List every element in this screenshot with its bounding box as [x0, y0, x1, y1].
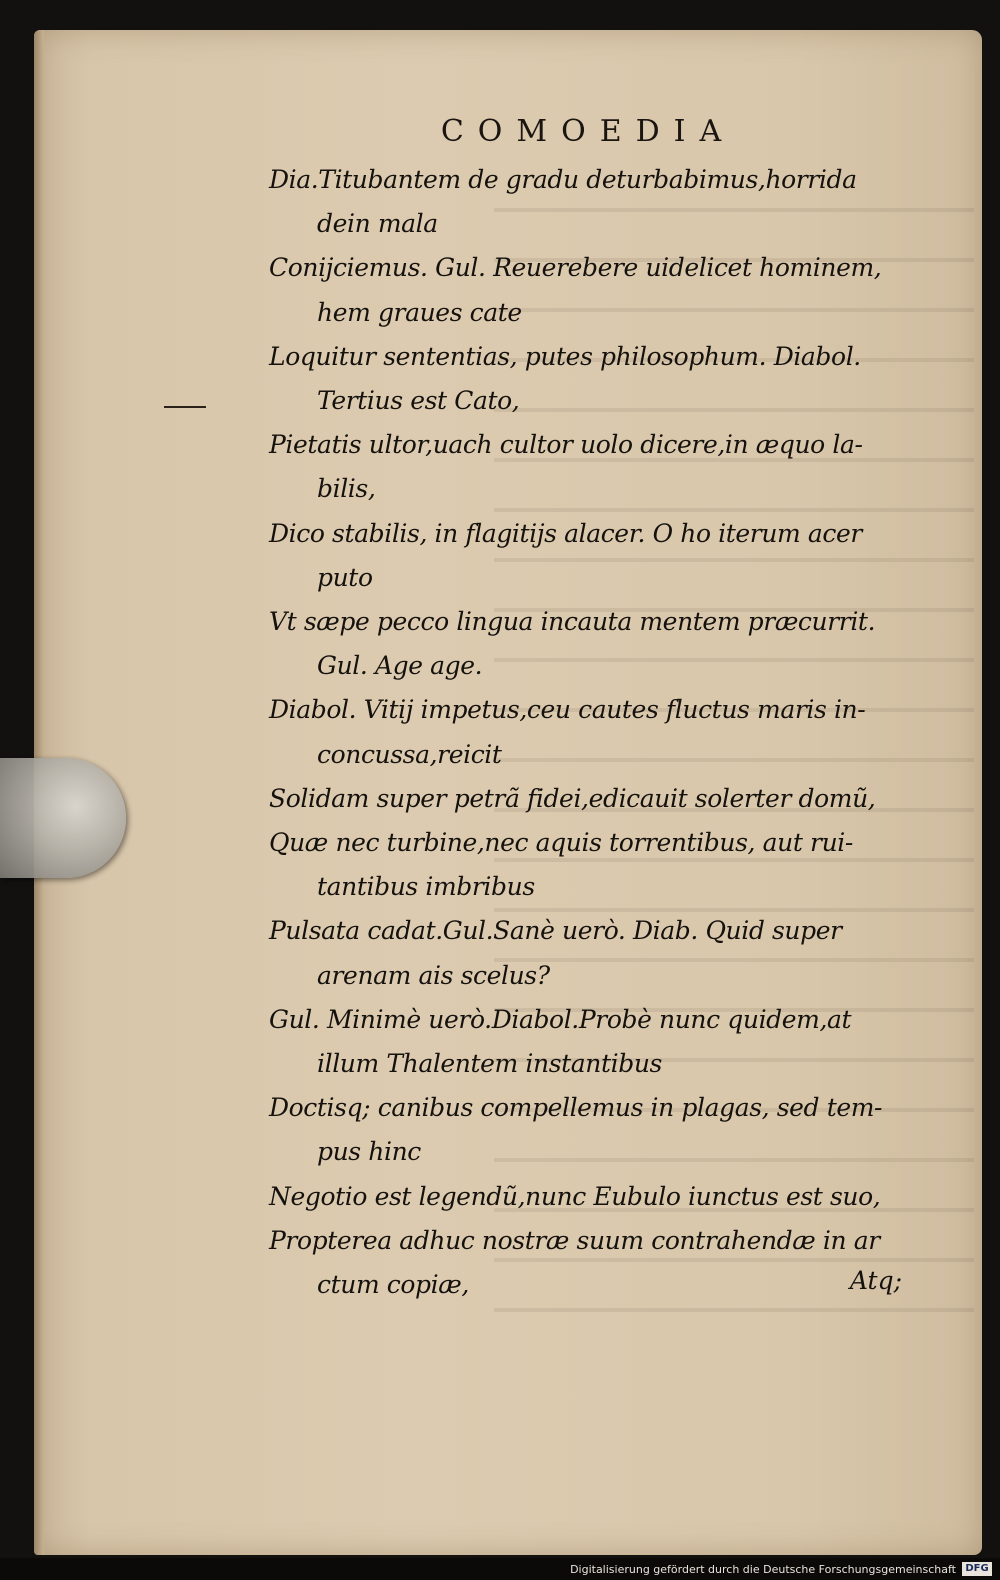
text-line: concussa,reicit [317, 739, 502, 769]
text-line: Vt sæpe pecco lingua incauta mentem præcurrit. [269, 607, 876, 637]
footer-credit: Digitalisierung gefördert durch die Deutsche Forschungsgemeinschaft [570, 1563, 956, 1576]
text-line: Doctisq; canibus compellemus in plagas, sed tem- [269, 1093, 883, 1123]
text-block [269, 158, 959, 1307]
text-line: Propterea adhuc nostræ suum contrahendæ in ar [269, 1225, 880, 1255]
text-line: illum Thalentem instantibus [317, 1049, 662, 1079]
text-line: arenam ais scelus? [317, 960, 550, 990]
text-line: Quæ nec turbine,nec aquis torrentibus, aut rui- [269, 828, 853, 858]
book-page [34, 30, 982, 1555]
text-line: Dia.Titubantem de gradu deturbabimus,horrida [269, 165, 857, 194]
dfg-logo-icon: DFG [962, 1562, 992, 1576]
page-clip [0, 758, 126, 878]
footer-bar [0, 1558, 1000, 1580]
text-line: Dico stabilis, in flagitijs alacer. O ho iterum acer [269, 518, 862, 548]
text-line: Pulsata cadat.Gul.Sanè uerò. Diab. Quid super [269, 916, 842, 946]
text-line: tantibus imbribus [317, 872, 535, 902]
catchword: Atq; [849, 1266, 902, 1295]
text-line: hem graues cate [317, 297, 522, 327]
text-line: Tertius est Cato, [317, 386, 520, 416]
running-head: COMOEDIA [440, 114, 736, 149]
text-line: Gul. Minimè uerò.Diabol.Probè nunc quidem,at [269, 1004, 852, 1034]
text-line: Loquitur sententias, putes philosophum. Diabol. [269, 341, 861, 371]
text-line: Negotio est legendũ,nunc Eubulo iunctus est suo, [269, 1181, 881, 1211]
text-line: ctum copiæ, [317, 1270, 469, 1300]
text-line: dein mala [317, 209, 438, 239]
margin-rule [164, 406, 206, 408]
text-line: Diabol. Vitij impetus,ceu cautes fluctus maris in- [269, 695, 866, 725]
text-line: puto [317, 562, 373, 592]
text-line: pus hinc [317, 1137, 421, 1167]
text-line: bilis, [317, 474, 376, 504]
text-line: Solidam super petrã fidei,edicauit solerter domũ, [269, 783, 876, 813]
text-line: Gul. Age age. [317, 651, 483, 681]
text-line: Pietatis ultor,uach cultor uolo dicere,in æquo la- [269, 430, 863, 460]
text-line: Conijciemus. Gul. Reuerebere uidelicet hominem, [269, 253, 882, 283]
